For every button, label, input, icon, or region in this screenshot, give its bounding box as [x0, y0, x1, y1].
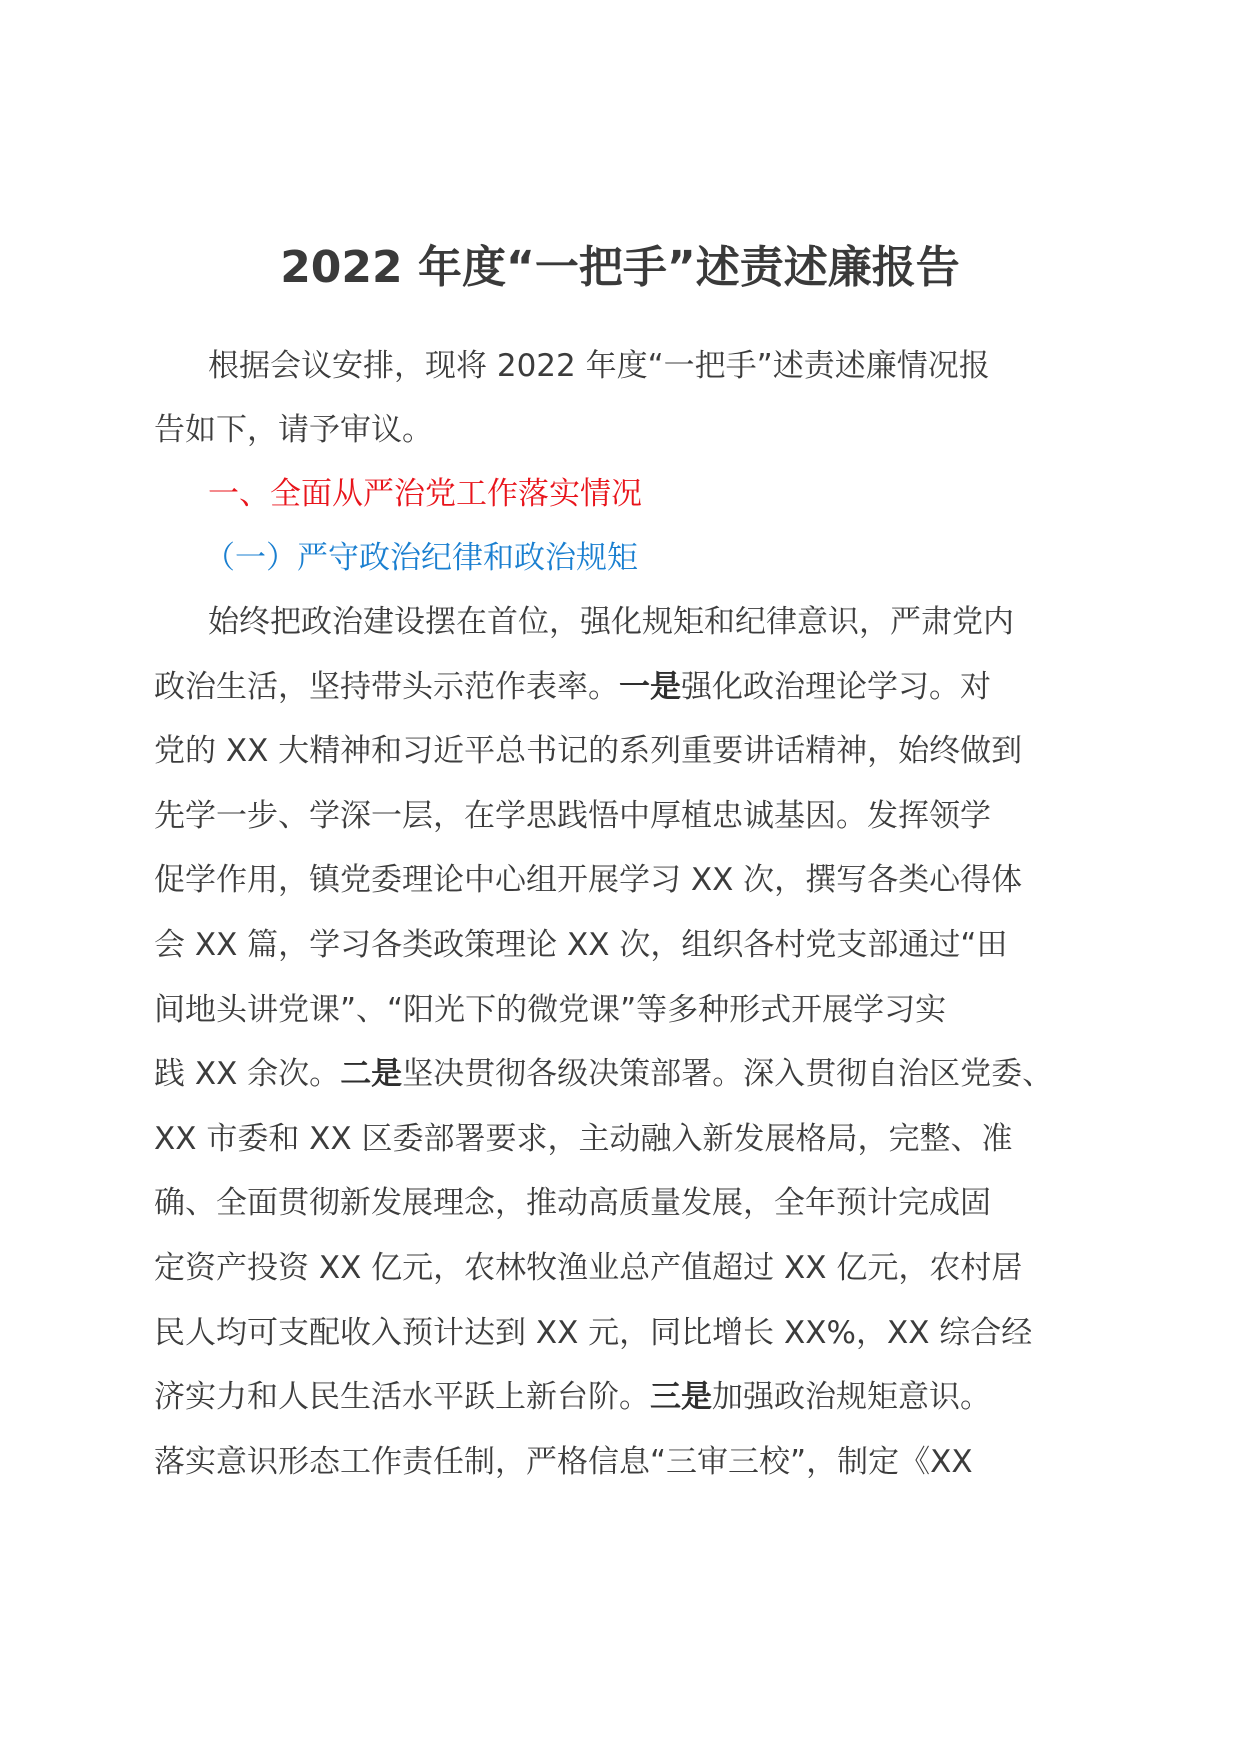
paragraph-line-9: XX 市委和 XX 区委部署要求，主动融入新发展格局，完整、准 — [154, 1120, 1013, 1157]
keyword-third: 三是 — [650, 1379, 712, 1416]
paragraph-line-13 — [154, 1365, 1094, 1430]
paragraph-text: 践 XX 余次。 — [154, 1056, 341, 1093]
paragraph-line-1: 始终把政治建设摆在首位，强化规矩和纪律意识，严肃党内 — [208, 604, 1014, 640]
keyword-first: 一是 — [619, 668, 681, 705]
intro-line-1: 根据会议安排，现将 2022 年度“一把手”述责述廉情况报 — [208, 348, 990, 384]
paragraph-line-3: 党的 XX 大精神和习近平总书记的系列重要讲话精神，始终做到 — [154, 733, 1023, 770]
paragraph-line-5: 促学作用，镇党委理论中心组开展学习 XX 次，撰写各类心得体 — [154, 862, 1023, 899]
section-heading: 一、全面从严治党工作落实情况 — [208, 476, 642, 512]
body-paragraph — [154, 590, 1094, 1494]
paragraph-line-2 — [154, 655, 1094, 720]
paragraph-text: 济实力和人民生活水平跃上新台阶。 — [154, 1379, 650, 1416]
paragraph-text: 坚决贯彻各级决策部署。深入贯彻自治区党委、 — [402, 1056, 1054, 1093]
paragraph-line-11: 定资产投资 XX 亿元，农林牧渔业总产值超过 XX 亿元，农村居 — [154, 1249, 1023, 1286]
document-title: 2022 年度“一把手”述责述廉报告 — [280, 242, 960, 293]
keyword-second: 二是 — [340, 1056, 403, 1093]
paragraph-text: 政治生活，坚持带头示范作表率。 — [154, 668, 619, 705]
paragraph-line-8 — [154, 1042, 1094, 1107]
intro-line-2: 告如下，请予审议。 — [154, 412, 433, 448]
paragraph-line-4: 先学一步、学深一层，在学思践悟中厚植忠诚基因。发挥领学 — [154, 797, 991, 834]
paragraph-line-6: 会 XX 篇，学习各类政策理论 XX 次，组织各村党支部通过“田 — [154, 926, 1008, 963]
paragraph-text: 强化政治理论学习。对 — [681, 668, 991, 705]
intro-paragraph — [154, 334, 1094, 462]
paragraph-text: 加强政治规矩意识。 — [712, 1379, 991, 1416]
paragraph-line-10: 确、全面贯彻新发展理念，推动高质量发展，全年预计完成固 — [154, 1185, 991, 1222]
paragraph-line-12: 民人均可支配收入预计达到 XX 元，同比增长 XX%，XX 综合经 — [154, 1314, 1033, 1351]
subsection-heading: （一）严守政治纪律和政治规矩 — [204, 540, 638, 576]
paragraph-line-7: 间地头讲党课”、“阳光下的微党课”等多种形式开展学习实 — [154, 991, 947, 1028]
paragraph-line-14: 落实意识形态工作责任制，严格信息“三审三校”，制定《XX — [154, 1443, 973, 1480]
